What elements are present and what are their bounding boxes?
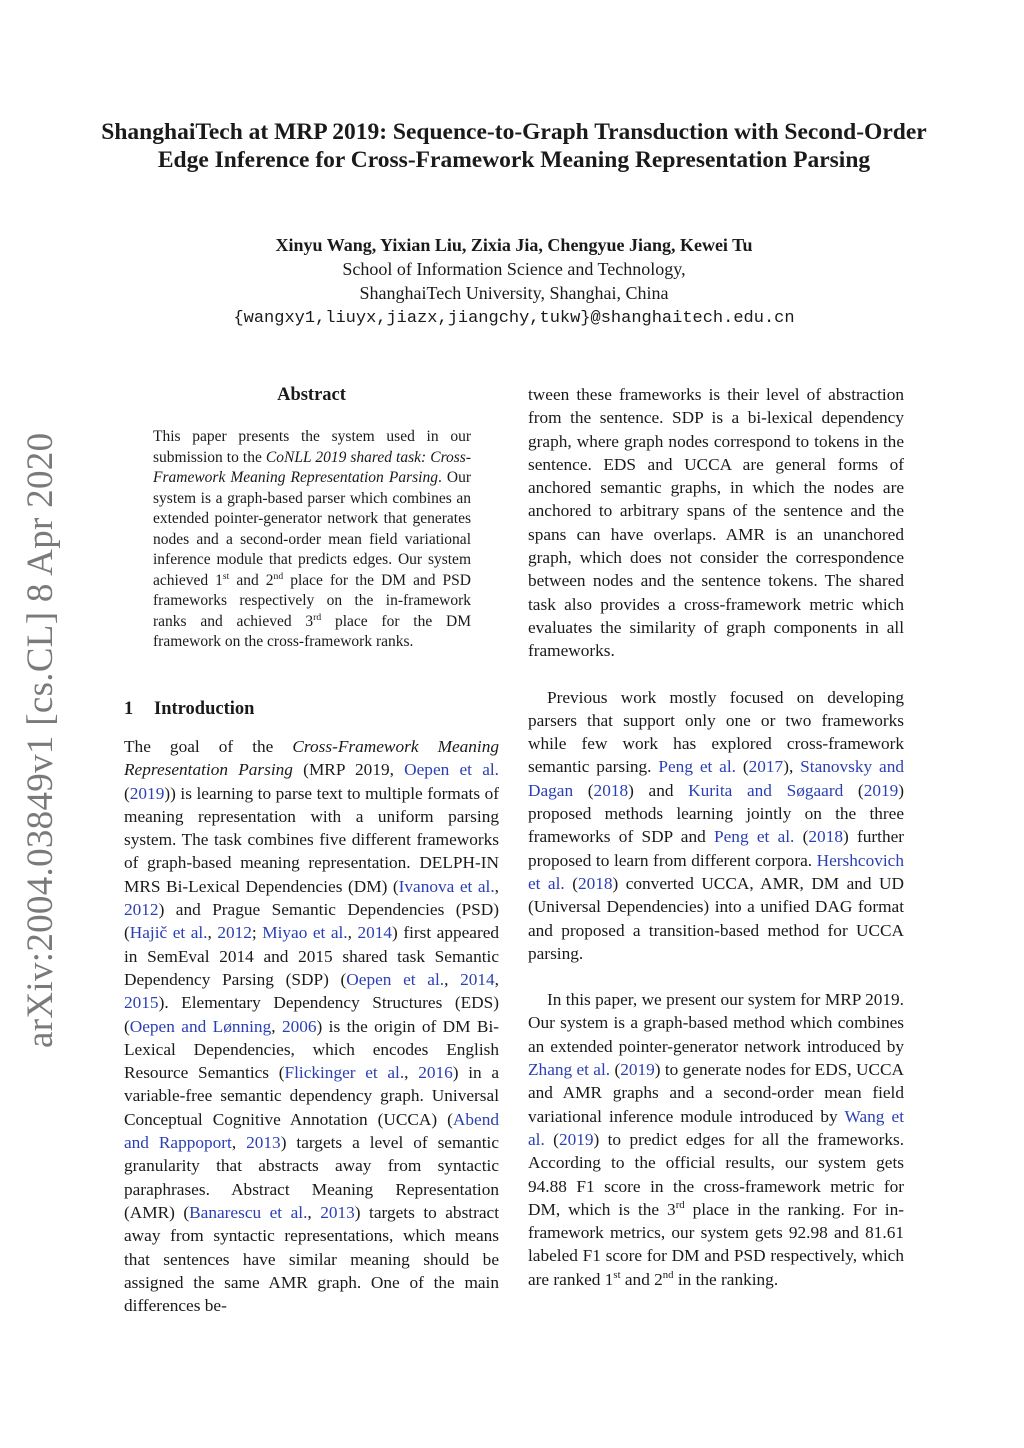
citation-link[interactable]: 2015 <box>124 993 159 1013</box>
citation-link[interactable]: Oepen et al. <box>346 969 445 989</box>
citation-link[interactable]: Oepen and Lønning <box>129 1016 272 1036</box>
author-emails: {wangxy1,liuyx,jiazx,jiangchy,tukw}@shanghaitech.edu.cn <box>233 309 795 328</box>
section-number: 1 <box>124 699 134 719</box>
author-list: Xinyu Wang, Yixian Liu, Zixia Jia, Chengyue Jiang, Kewei Tu <box>275 235 753 255</box>
citation-link[interactable]: Miyao et al. <box>262 923 348 943</box>
intro-paragraph-2: Previous work mostly focused on developing parsers that support only one or two frameworks while few work has explored cross-framework semantic parsing. Peng et al. (2017), Stanovsky and Dagan (2018) and Kurita and Søgaard (2019) proposed methods learning jointly on the three frameworks of SDP and Peng et al. (2018) further proposed to learn from different corpora. Hershcovich et al. (2018) converted UCCA, AMR, DM and UD (Universal Dependencies) into a unified DAG format and proposed a transition-based method for UCCA parsing. <box>528 687 905 963</box>
citation-link[interactable]: 2014 <box>460 969 495 989</box>
citation-link[interactable]: 2014 <box>357 923 393 943</box>
arxiv-identifier-stamp: arXiv:2004.03849v1 [cs.CL] 8 Apr 2020 <box>20 432 61 1048</box>
citation-link[interactable]: 2013 <box>246 1133 281 1153</box>
citation-link[interactable]: Peng et al. <box>714 827 795 847</box>
citation-link[interactable]: 2019 <box>863 780 899 800</box>
citation-link[interactable]: Kurita and Søgaard <box>688 780 844 800</box>
citation-link[interactable]: Banarescu et al. <box>189 1202 308 1222</box>
citation-link[interactable]: Flickinger et al. <box>284 1063 405 1083</box>
abstract-heading: Abstract <box>277 385 346 405</box>
paragraph-continues-next-column: ) targets to abstract away from syntactic representations, which means that sentences have similar meaning should be assigned the same AMR graph. One of the main differences be- <box>124 1202 499 1316</box>
citation-link[interactable]: 2018 <box>808 827 843 847</box>
abstract-body: This paper presents the system used in our submission to the CoNLL 2019 shared task: Cross-Framework Meaning Representation Parsing. Our system is a graph-based parser which combines an extended pointer-generator network that generates nodes and a second-order mean field variational inference module that predicts edges. Our system achieved 1st and 2nd place for the DM and PSD frameworks respectively on the in-framework ranks and achieved 3rd place for the DM framework on the cross-framework ranks. <box>153 428 471 650</box>
right-column <box>528 383 904 1291</box>
section-heading-introduction <box>124 696 499 722</box>
citation-link[interactable]: 2018 <box>577 873 613 893</box>
citation-link[interactable]: 2013 <box>320 1202 355 1222</box>
citation-link[interactable]: 2019 <box>558 1129 594 1149</box>
citation-link[interactable]: Oepen et al. <box>404 760 499 780</box>
citation-link[interactable]: 2017 <box>748 757 784 777</box>
citation-link[interactable]: 2019 <box>129 783 165 803</box>
citation-link[interactable]: Peng et al. <box>658 757 736 777</box>
citation-link[interactable]: Hajič et al. <box>129 923 208 943</box>
citation-link[interactable]: 2016 <box>418 1063 453 1083</box>
citation-link[interactable]: Hershcovich et al. <box>528 850 904 893</box>
section-title: Introduction <box>154 699 255 719</box>
citation-link[interactable]: Ivanova et al. <box>398 876 495 896</box>
citation-link[interactable]: 2019 <box>620 1060 655 1080</box>
citation-link[interactable]: 2006 <box>281 1016 317 1036</box>
citation-link[interactable]: Abend and Rappoport <box>124 1109 499 1153</box>
citation-link[interactable]: 2018 <box>593 780 629 800</box>
affiliation-line-2: ShanghaiTech University, Shanghai, China <box>359 283 669 303</box>
paper-title: ShanghaiTech at MRP 2019: Sequence-to-Graph Transduction with Second-Order Edge Inference for Cross-Framework Meaning Representation Parsing <box>101 119 927 173</box>
citation-link[interactable]: Zhang et al. <box>528 1060 611 1080</box>
citation-link[interactable]: Stanovsky and Dagan <box>528 757 904 800</box>
affiliation-line-1: School of Information Science and Technology, <box>342 259 686 279</box>
shared-task-name: CoNLL 2019 shared task: Cross-Framework Meaning Representation Parsing <box>153 448 471 486</box>
citation-link[interactable]: 2012 <box>124 900 159 920</box>
intro-paragraph-1-continued: tween these frameworks is their level of abstraction from the sentence. SDP is a bi-lexical dependency graph, where graph nodes correspond to tokens in the sentence. EDS and UCCA are general forms of anchored semantic graphs, in which the nodes are anchored to arbitrary spans of the sentence and the spans can have overlaps. AMR is an unanchored graph, which does not consider the correspondence between nodes and the sentence tokens. The shared task also provides a cross-framework metric which evaluates the similarity of graph components in all frameworks. <box>528 385 904 661</box>
citation-link[interactable]: 2012 <box>217 923 252 943</box>
affiliation <box>100 257 928 305</box>
intro-paragraph-3: In this paper, we present our system for MRP 2019. Our system is a graph-based method which combines an extended pointer-generator network introduced by Zhang et al. (2019) to generate nodes for EDS, UCCA and AMR graphs and a second-order mean field variational inference module introduced by Wang et al. (2019) to predict edges for all the frameworks. According to the official results, our system gets 94.88 F1 score in the cross-framework metric for DM, which is the 3rd place in the ranking. For in-framework metrics, our system gets 92.98 and 81.61 labeled F1 score for DM and PSD respectively, which are ranked 1st and 2nd in the ranking. <box>528 990 905 1289</box>
citation-link[interactable]: Wang et al. <box>528 1106 904 1149</box>
intro-paragraph-1: The goal of the Cross-Framework Meaning Representation Parsing (MRP 2019, Oepen et al. (2019)) is learning to parse text to multiple formats of meaning representation with a uniform parsing system. The task combines five different frameworks of graph-based meaning representation. DELPH-IN MRS Bi-Lexical Dependencies (DM) (Ivanova et al., 2012) and Prague Semantic Dependencies (PSD) (Hajič et al., 2012; Miyao et al., 2014) first appeared in SemEval 2014 and 2015 shared task Semantic Dependency Parsing (SDP) (Oepen et al., 2014, 2015). Elementary Dependency Structures (EDS) (Oepen and Lønning, 2006) is the origin of DM Bi-Lexical Dependencies, which encodes English Resource Semantics (Flickinger et al., 2016) in a variable-free semantic dependency graph. Universal Conceptual Cognitive Annotation (UCCA) (Abend and Rappoport, 2013) targets a level of semantic granularity that abstracts away from syntactic paraphrases. Abstract Meaning Representation (AMR) (Banarescu et al., 2013) targets to abstract away from syntactic representations, which means that sentences have similar meaning should be assigned the same AMR graph. One of the main differences be- <box>124 737 500 1316</box>
